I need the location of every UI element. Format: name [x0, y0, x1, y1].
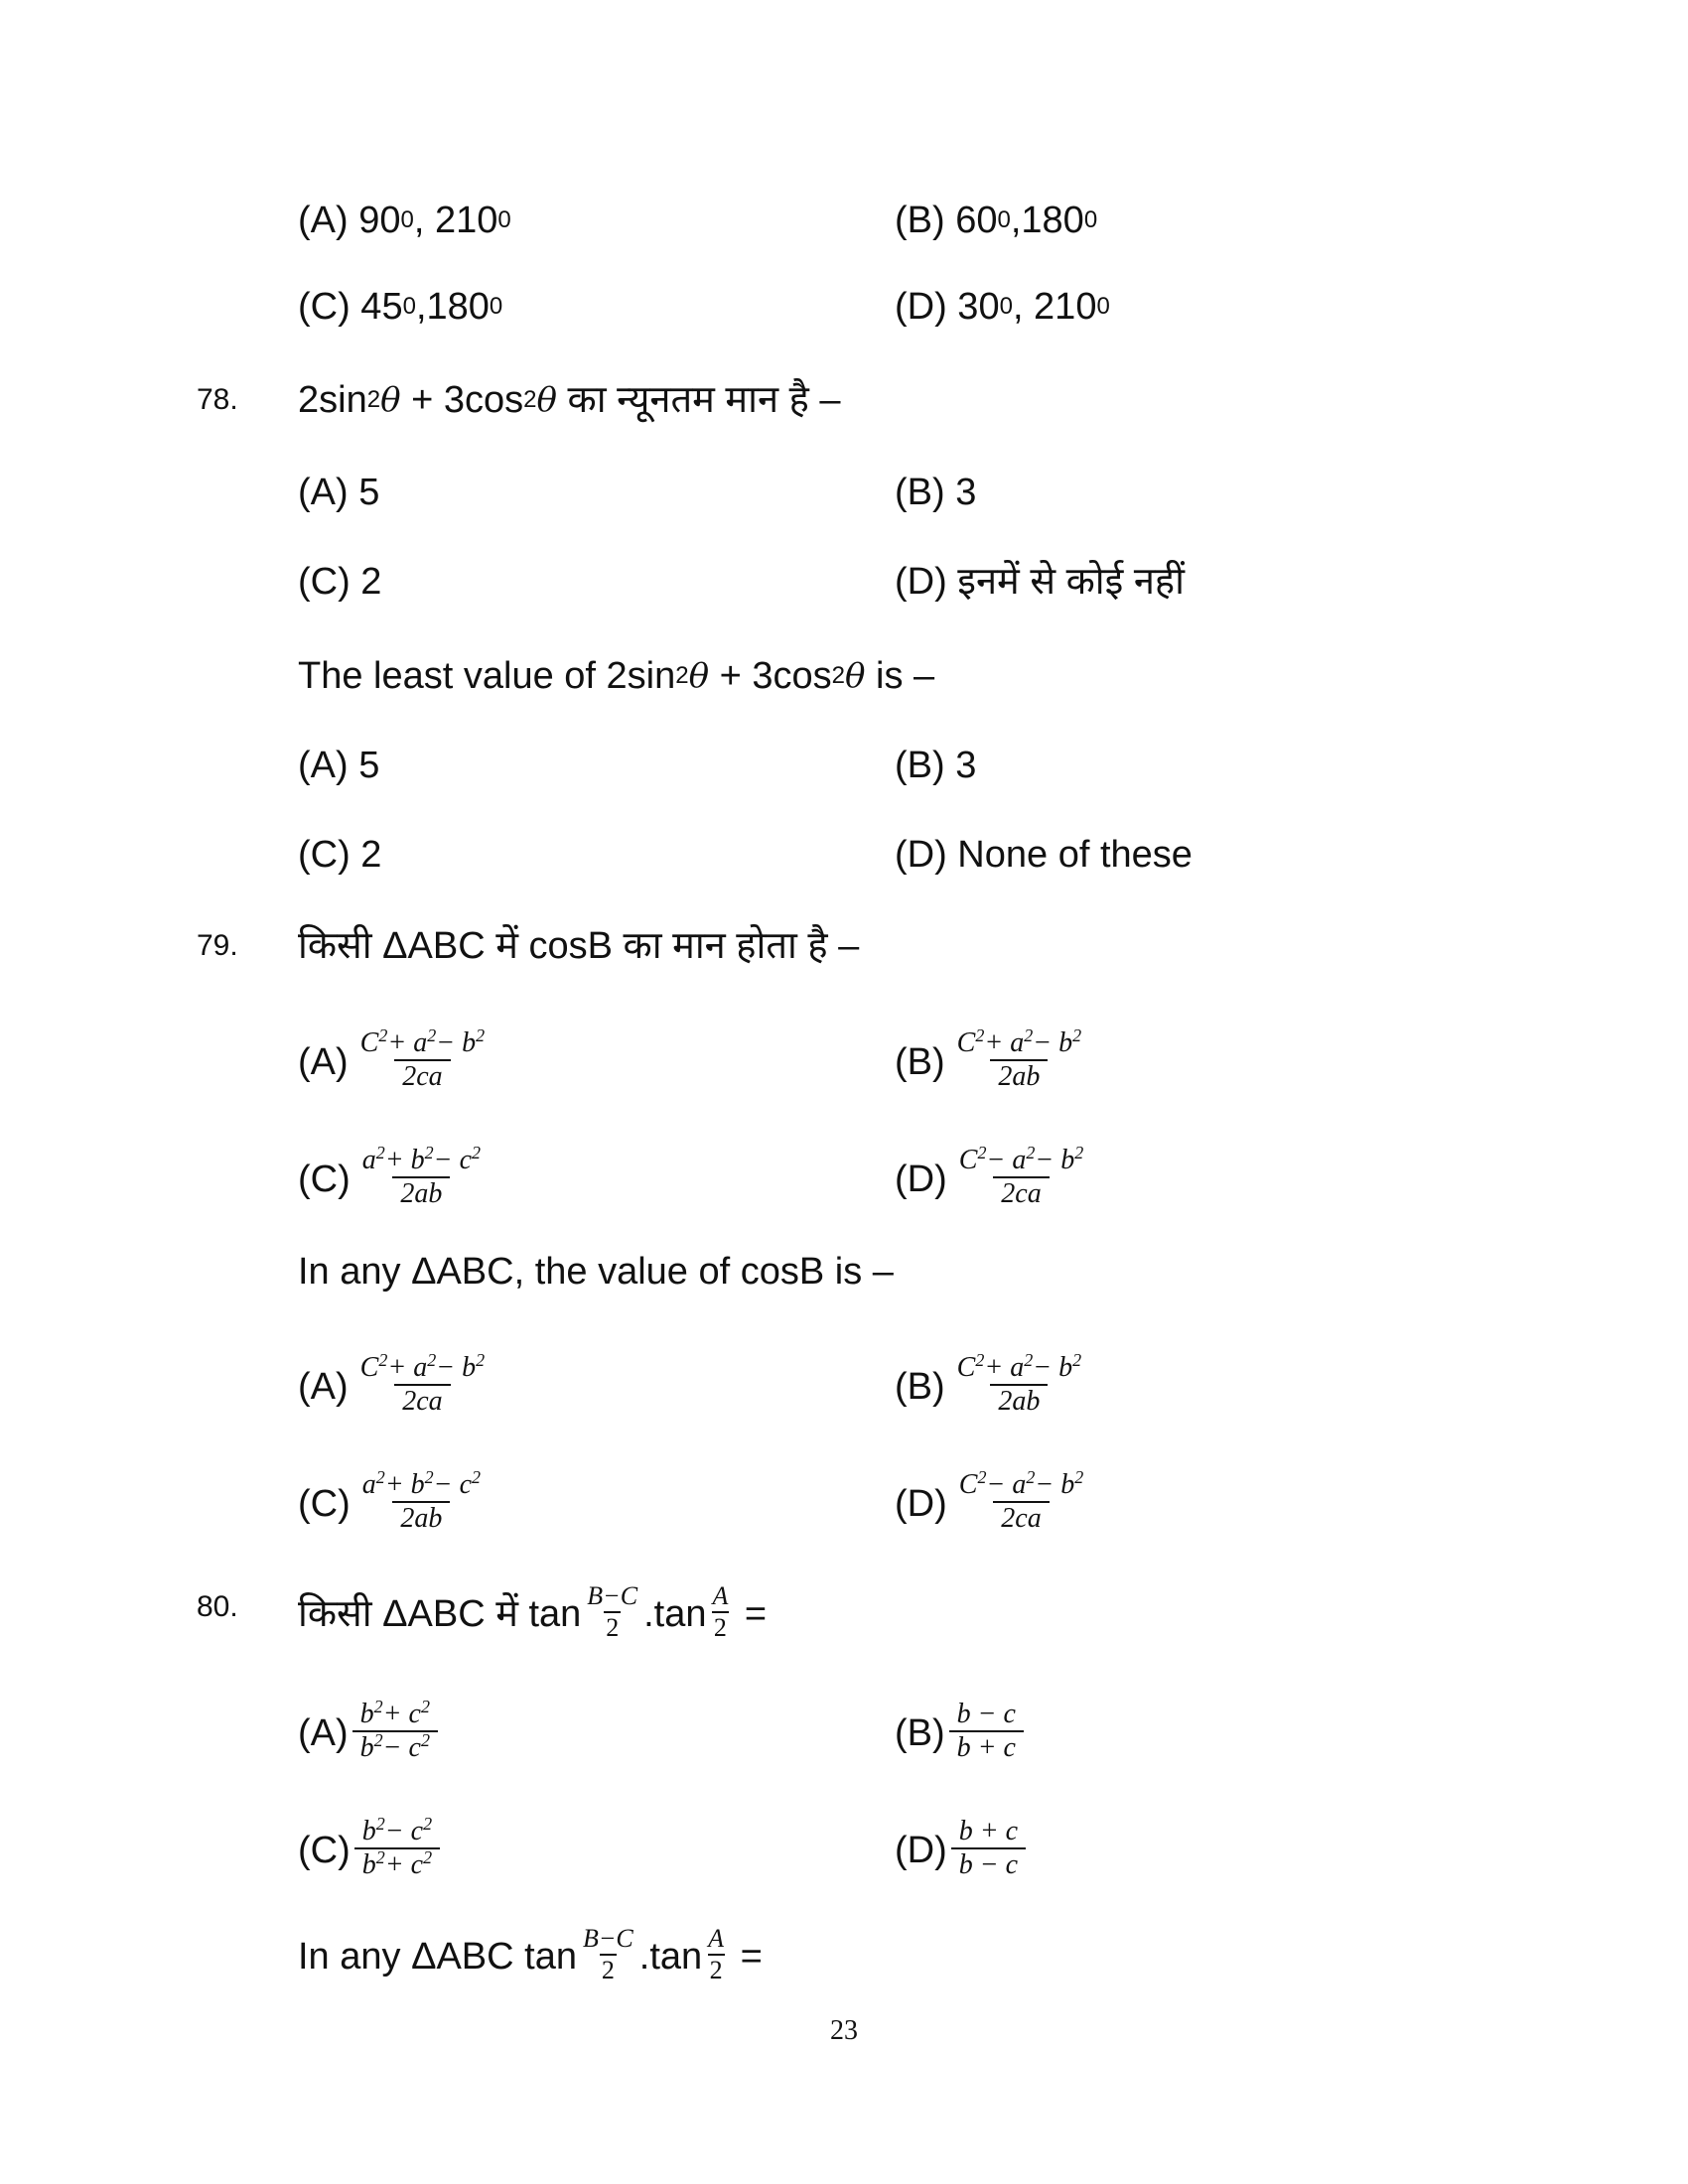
- text-segment: (D) 30: [895, 286, 1000, 328]
- option-right: [895, 1701, 1028, 1766]
- fraction-numerator: $C^2+ a^2- b^2$: [359, 1025, 486, 1058]
- option-right: [895, 558, 1185, 606]
- text-segment: का न्यूनतम मान है –: [556, 379, 841, 421]
- text-segment: =: [730, 1936, 763, 1978]
- option-right: [895, 831, 1193, 879]
- text-segment: (A) 90: [298, 200, 401, 241]
- fraction-denominator: 2ab: [990, 1059, 1048, 1093]
- fraction-denominator: 2: [601, 1956, 615, 1984]
- option-right: [895, 1350, 1093, 1420]
- fraction-numerator: $C^2- a^2- b^2$: [958, 1143, 1084, 1175]
- superscript: 2: [977, 1143, 987, 1162]
- fraction-numerator: $C^2+ a^2- b^2$: [956, 1350, 1082, 1383]
- fraction-numerator: B−C: [587, 1581, 638, 1610]
- superscript: 2: [424, 1143, 434, 1162]
- fraction-numerator: B−C: [582, 1924, 633, 1953]
- fraction-numerator: $a^2+ b^2- c^2$: [361, 1467, 481, 1500]
- fraction: [949, 1352, 1090, 1418]
- text-segment: + 3cos: [709, 655, 832, 697]
- page-number: 23: [830, 2015, 858, 2046]
- fraction-numerator: b − c: [956, 1699, 1016, 1729]
- option-left: (C) 45 0 ,180 0: [298, 283, 502, 331]
- superscript: 2: [420, 1697, 430, 1716]
- superscript: 2: [373, 1730, 383, 1750]
- fraction: [352, 1027, 493, 1093]
- question-text: [298, 922, 859, 970]
- fraction-denominator: $b^2+ c^2$: [354, 1847, 440, 1881]
- option-right: [895, 1143, 1095, 1212]
- superscript: 2: [375, 1143, 385, 1162]
- superscript: 2: [476, 1025, 486, 1045]
- text-segment: (D): [895, 1483, 947, 1525]
- option-right: [895, 469, 976, 516]
- fraction-denominator: 2ab: [990, 1384, 1048, 1418]
- fraction-denominator: 2ca: [394, 1059, 450, 1093]
- text-segment: (C): [298, 1159, 351, 1200]
- fraction: [352, 1699, 438, 1764]
- fraction: [354, 1145, 489, 1210]
- text-segment: (C): [298, 1483, 351, 1525]
- text-segment: .tan: [643, 1593, 707, 1635]
- superscript: 2: [424, 1467, 434, 1487]
- fraction: [354, 1469, 489, 1535]
- superscript: 2: [427, 1350, 437, 1370]
- superscript: 2: [472, 1467, 481, 1487]
- text-segment: किसी ΔABC में tan: [298, 1593, 582, 1635]
- question-number: 78.: [197, 383, 238, 416]
- option-left: [298, 469, 379, 516]
- fraction-numerator: $b^2- c^2$: [361, 1814, 433, 1846]
- fraction-numerator: $C^2- a^2- b^2$: [958, 1467, 1084, 1500]
- option-right: (B) 60 0 ,180 0: [895, 197, 1097, 244]
- text-segment: The least value of 2sin: [298, 655, 676, 697]
- option-left: [298, 558, 381, 606]
- fraction-denominator: 2ca: [993, 1501, 1049, 1535]
- option-right: [895, 1818, 1030, 1883]
- fraction: [706, 1924, 726, 1985]
- text-segment: is –: [865, 655, 935, 697]
- question-number: 79.: [197, 929, 238, 962]
- superscript: 2: [1074, 1467, 1084, 1487]
- fraction: [949, 1699, 1024, 1764]
- text-segment: ,180: [415, 286, 490, 328]
- option-left: (A) 90 0 , 210 0: [298, 197, 511, 244]
- theta-symbol: θ: [688, 656, 710, 696]
- text-segment: किसी ΔABC में cosB का मान होता है –: [298, 925, 860, 967]
- superscript: 2: [427, 1025, 437, 1045]
- superscript: 2: [420, 1730, 430, 1750]
- fraction: [581, 1924, 635, 1985]
- text-segment: + 3cos: [400, 379, 524, 421]
- superscript: 2: [975, 1350, 985, 1370]
- text-segment: (D) None of these: [895, 834, 1193, 876]
- option-right: [895, 1025, 1093, 1095]
- superscript: 2: [977, 1467, 987, 1487]
- text-segment: (A) 5: [298, 745, 380, 786]
- fraction-numerator: $a^2+ b^2- c^2$: [361, 1143, 481, 1175]
- fraction: [352, 1352, 493, 1418]
- text-segment: , 210: [1012, 286, 1097, 328]
- option-left: [298, 1467, 492, 1537]
- theta-symbol: θ: [845, 656, 866, 696]
- fraction-numerator: $C^2+ a^2- b^2$: [956, 1025, 1082, 1058]
- fraction-numerator: $b^2+ c^2$: [359, 1697, 430, 1729]
- superscript: 2: [1072, 1350, 1082, 1370]
- fraction-denominator: b − c: [951, 1847, 1026, 1881]
- text-segment: (B): [895, 1366, 945, 1408]
- option-left: [298, 1025, 496, 1095]
- text-segment: (D): [895, 1830, 947, 1871]
- text-segment: (A) 5: [298, 472, 380, 513]
- option-left: [298, 1697, 442, 1766]
- fraction: [949, 1027, 1090, 1093]
- fraction-denominator: 2ca: [394, 1384, 450, 1418]
- fraction-denominator: 2: [606, 1613, 620, 1642]
- fraction-denominator: 2ab: [392, 1501, 450, 1535]
- superscript: 2: [1026, 1143, 1036, 1162]
- fraction-denominator: 2ab: [392, 1176, 450, 1210]
- superscript: 2: [1072, 1025, 1082, 1045]
- superscript: 2: [1024, 1350, 1034, 1370]
- fraction-denominator: 2: [713, 1613, 727, 1642]
- text-segment: (B) 3: [895, 472, 977, 513]
- text-segment: (C) 2: [298, 834, 382, 876]
- superscript: 2: [378, 1350, 388, 1370]
- fraction-denominator: 2ca: [993, 1176, 1049, 1210]
- text-segment: In any ΔABC, the value of cosB is –: [298, 1251, 894, 1293]
- option-left: [298, 1350, 496, 1420]
- text-segment: (B) 3: [895, 745, 977, 786]
- option-right: (D) 30 0 , 210 0: [895, 283, 1110, 331]
- text-segment: (B) 60: [895, 200, 998, 241]
- fraction-numerator: $C^2+ a^2- b^2$: [359, 1350, 486, 1383]
- text-segment: (A): [298, 1366, 349, 1408]
- text-segment: , 210: [413, 200, 498, 241]
- text-segment: (D) इनमें से कोई नहीं: [895, 561, 1185, 603]
- text-segment: (C) 45: [298, 286, 403, 328]
- superscript: 2: [476, 1350, 486, 1370]
- superscript: 2: [1024, 1025, 1034, 1045]
- superscript: 2: [1026, 1467, 1036, 1487]
- text-segment: (B): [895, 1041, 945, 1083]
- superscript: 2: [975, 1025, 985, 1045]
- superscript: 2: [472, 1143, 481, 1162]
- text-segment: (A): [298, 1041, 349, 1083]
- text-segment: In any ΔABC tan: [298, 1936, 577, 1978]
- fraction: [951, 1145, 1092, 1210]
- fraction-numerator: b + c: [958, 1816, 1019, 1846]
- fraction: [951, 1469, 1092, 1535]
- text-segment: (C): [298, 1830, 351, 1871]
- question-number: 80.: [197, 1590, 238, 1623]
- option-right: [895, 1467, 1095, 1537]
- theta-symbol: θ: [380, 380, 401, 420]
- superscript: 2: [423, 1847, 433, 1867]
- fraction-denominator: $b^2- c^2$: [352, 1730, 438, 1764]
- superscript: 2: [423, 1814, 433, 1834]
- option-left: [298, 1814, 444, 1883]
- text-segment: (D): [895, 1159, 947, 1200]
- option-left: [298, 1143, 492, 1212]
- option-right: [895, 742, 976, 789]
- option-left: [298, 1926, 763, 1987]
- fraction-numerator: A: [712, 1581, 729, 1610]
- superscript: 2: [373, 1697, 383, 1716]
- fraction: [585, 1581, 639, 1643]
- fraction-denominator: 2: [709, 1956, 723, 1984]
- theta-symbol: θ: [536, 380, 557, 420]
- fraction: [951, 1816, 1026, 1881]
- option-left: [298, 831, 381, 879]
- text-segment: ,180: [1010, 200, 1084, 241]
- superscript: 2: [378, 1025, 388, 1045]
- option-left: [298, 1248, 894, 1296]
- question-text: 2sin 2 θ + 3cos 2 θ का न्यूनतम मान है –: [298, 376, 841, 424]
- option-left: The least value of 2sin 2 θ + 3cos 2 θ is –: [298, 652, 934, 700]
- text-segment: (B): [895, 1712, 945, 1754]
- text-segment: .tan: [638, 1936, 703, 1978]
- fraction-denominator: b + c: [949, 1730, 1024, 1764]
- fraction: [710, 1581, 730, 1643]
- text-segment: (C) 2: [298, 561, 382, 603]
- question-text: [298, 1583, 767, 1645]
- text-segment: 2sin: [298, 379, 367, 421]
- option-left: [298, 742, 379, 789]
- text-segment: (A): [298, 1712, 349, 1754]
- superscript: 2: [375, 1847, 385, 1867]
- superscript: 2: [375, 1467, 385, 1487]
- superscript: 2: [375, 1814, 385, 1834]
- fraction-numerator: A: [708, 1924, 725, 1953]
- text-segment: =: [734, 1593, 768, 1635]
- superscript: 2: [1074, 1143, 1084, 1162]
- fraction: [354, 1816, 440, 1881]
